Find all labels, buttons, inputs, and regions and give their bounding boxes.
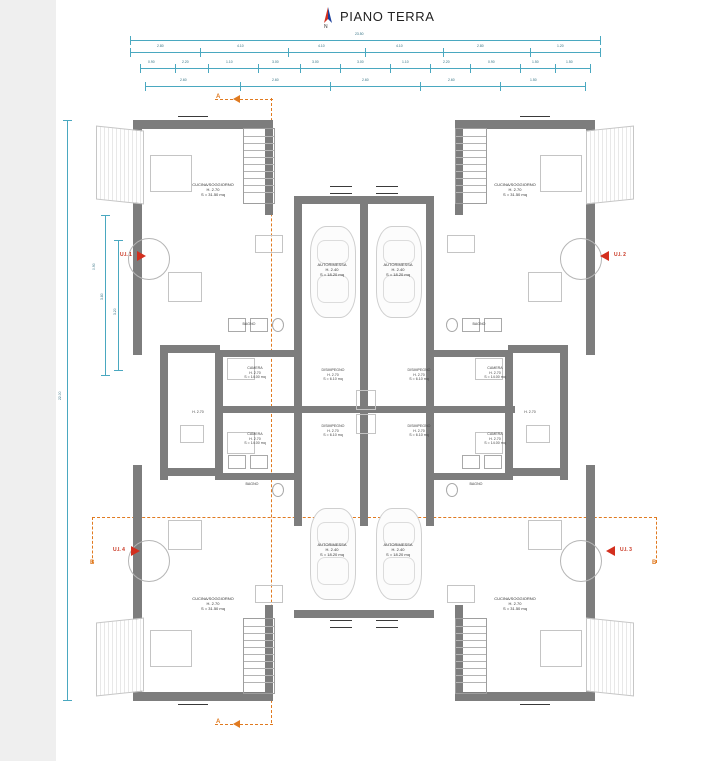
- room-label-aux-left: H. 2.70: [192, 410, 204, 414]
- stair-bottom-right: [455, 618, 487, 694]
- room-label-c4: CAMERA H. 2.70 S = 14.00 mq: [244, 432, 266, 446]
- room-label-g2: AUTORIMESSA H. 2.40 S = 18.20 mq: [383, 262, 413, 277]
- room-label-aux-right: H. 2.70: [524, 410, 536, 414]
- room-label-b4: BAGNO: [245, 482, 259, 486]
- entrance-arc-u2: [560, 238, 602, 280]
- room-label-g4: AUTORIMESSA H. 2.40 S = 18.20 mq: [317, 542, 347, 557]
- room-label-c3: CAMERA H. 2.70 S = 14.00 mq: [484, 432, 506, 446]
- room-label-r3: CUCINA/SOGGIORNO H. 2.70 S = 31.50 mq: [494, 596, 536, 611]
- room-label-d3: DISIMPEGNO H. 2.70 S = 6.10 mq: [407, 424, 431, 438]
- room-label-g1: AUTORIMESSA H. 2.40 S = 18.20 mq: [317, 262, 347, 277]
- unit-label-u3: U.I. 3: [620, 547, 632, 553]
- stair-bottom-left: [243, 618, 275, 694]
- room-label-b2: BAGNO: [472, 322, 486, 326]
- page-title: PIANO TERRA: [340, 9, 435, 24]
- room-label-d4: DISIMPEGNO H. 2.70 S = 6.10 mq: [321, 424, 345, 438]
- room-label-d1: DISIMPEGNO H. 2.70 S = 6.10 mq: [321, 368, 345, 382]
- room-label-g3: AUTORIMESSA H. 2.40 S = 18.20 mq: [383, 542, 413, 557]
- unit-label-u1: U.I. 1: [120, 252, 132, 258]
- entrance-arc-u3: [560, 540, 602, 582]
- room-label-r1: CUCINA/SOGGIORNO H. 2.70 S = 31.50 mq: [192, 182, 234, 197]
- north-label: N: [324, 24, 328, 30]
- room-label-r4: CUCINA/SOGGIORNO H. 2.70 S = 31.50 mq: [192, 596, 234, 611]
- room-label-c2: CAMERA H. 2.70 S = 14.00 mq: [484, 366, 506, 380]
- room-label-b1: BAGNO: [242, 322, 256, 326]
- room-label-c1: CAMERA H. 2.70 S = 14.00 mq: [244, 366, 266, 380]
- room-label-r2: CUCINA/SOGGIORNO H. 2.70 S = 31.50 mq: [494, 182, 536, 197]
- room-label-d2: DISIMPEGNO H. 2.70 S = 6.10 mq: [407, 368, 431, 382]
- unit-label-u2: U.I. 2: [614, 252, 626, 258]
- room-label-b3: BAGNO: [469, 482, 483, 486]
- unit-label-u4: U.I. 4: [113, 547, 125, 553]
- floor-plan-page: N PIANO TERRA 23.50 2.80 4.10 4.10 4.10 2.80 1.20 0.90 2.20 1.10 3.00 3.00 3.00 1.10 2.20 0.90 1.50 1.50 2.60 2.60 2.60 2.60 1.50 22.00 3.80 3.20 0.90 A A B B CUCINA/SOGGIORNO H. 2.70 S = 31.50 mq CUCINA/SOGGIORNO H. 2.70 S = 31.50 mq CUCINA/SOGGIORNO H. 2.70 S = 31.50 mq CUCINA/SOGGIORNO H. 2.70 S = 31.50 mq AUTORIMESSA H. 2.40 S = 18.20 mq AUTORIMESSA H. 2.40 S = 18.20 mq AUTORIMESSA H. 2.40 S = 18.20 mq AUTORIMESSA H. 2.40 S = 18.20 mq BAGNO BAGNO BAGNO BAGNO CAMERA H. 2.70 S = 14.00 mq CAMERA H. 2.70 S = 14.00 mq CAMERA H. 2.70 S = 14.00 mq CAMERA H. 2.70 S = 14.00 mq DISIMPEGNO H. 2.70 S = 6.10 mq DISIMPEGNO H. 2.70 S = 6.10 mq DISIMPEGNO H. 2.70 S = 6.10 mq DISIMPEGNO H. 2.70 S = 6.10 mq H. 2.70 H. 2.70 U.I. 1 U.I. 2 U.I. 3 U.I. 4: [0, 0, 728, 761]
- entrance-arc-u1: [128, 238, 170, 280]
